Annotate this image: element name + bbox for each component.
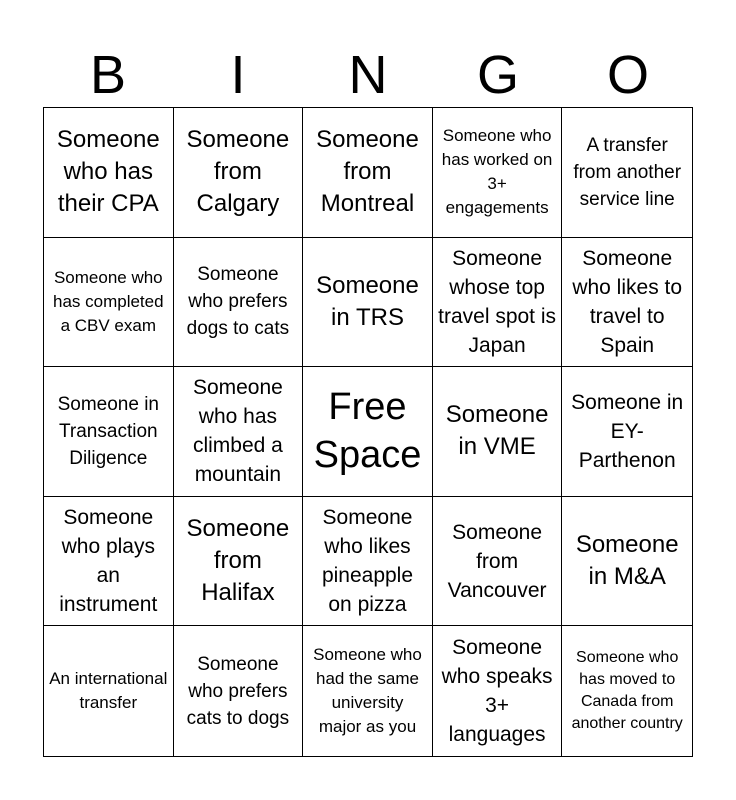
bingo-cell-r1-c2[interactable]: Someone from Calgary xyxy=(174,108,304,238)
bingo-cell-r5-c2[interactable]: Someone who prefers cats to dogs xyxy=(174,626,304,756)
bingo-cell-r3-c5[interactable]: Someone in EY-Parthenon xyxy=(562,367,692,497)
bingo-cell-r1-c5[interactable]: A transfer from another service line xyxy=(562,108,692,238)
bingo-cell-r1-c4[interactable]: Someone who has worked on 3+ engagements xyxy=(433,108,563,238)
header-letter-o: O xyxy=(606,45,649,105)
bingo-cell-r2-c2[interactable]: Someone who prefers dogs to cats xyxy=(174,238,304,368)
bingo-cell-r2-c3[interactable]: Someone in TRS xyxy=(303,238,433,368)
bingo-header xyxy=(43,44,693,106)
bingo-cell-r3-c2[interactable]: Someone who has climbed a mountain xyxy=(174,367,304,497)
bingo-cell-r5-c1[interactable]: An international transfer xyxy=(44,626,174,756)
bingo-cell-r5-c4[interactable]: Someone who speaks 3+ languages xyxy=(433,626,563,756)
bingo-cell-r4-c5[interactable]: Someone in M&A xyxy=(562,497,692,627)
bingo-cell-r2-c5[interactable]: Someone who likes to travel to Spain xyxy=(562,238,692,368)
bingo-cell-r3-c1[interactable]: Someone in Transaction Diligence xyxy=(44,367,174,497)
header-letter-b: B xyxy=(89,45,127,105)
bingo-cell-r4-c2[interactable]: Someone from Halifax xyxy=(174,497,304,627)
bingo-cell-r1-c3[interactable]: Someone from Montreal xyxy=(303,108,433,238)
bingo-cell-r3-c4[interactable]: Someone in VME xyxy=(433,367,563,497)
bingo-cell-r4-c4[interactable]: Someone from Vancouver xyxy=(433,497,563,627)
bingo-grid xyxy=(43,107,693,757)
bingo-cell-r2-c1[interactable]: Someone who has completed a CBV exam xyxy=(44,238,174,368)
bingo-cell-r4-c3[interactable]: Someone who likes pineapple on pizza xyxy=(303,497,433,627)
bingo-cell-r1-c1[interactable]: Someone who has their CPA xyxy=(44,108,174,238)
header-letter-i: I xyxy=(230,45,246,105)
bingo-cell-r2-c4[interactable]: Someone whose top travel spot is Japan xyxy=(433,238,563,368)
bingo-cell-r4-c1[interactable]: Someone who plays an instrument xyxy=(44,497,174,627)
bingo-cell-r5-c3[interactable]: Someone who had the same university major as you xyxy=(303,626,433,756)
bingo-cell-r5-c5[interactable]: Someone who has moved to Canada from another country xyxy=(571,649,683,733)
bingo-cell-free-space[interactable]: Free Space xyxy=(303,367,433,497)
header-letter-n: N xyxy=(348,45,388,105)
header-letter-g: G xyxy=(476,45,519,105)
